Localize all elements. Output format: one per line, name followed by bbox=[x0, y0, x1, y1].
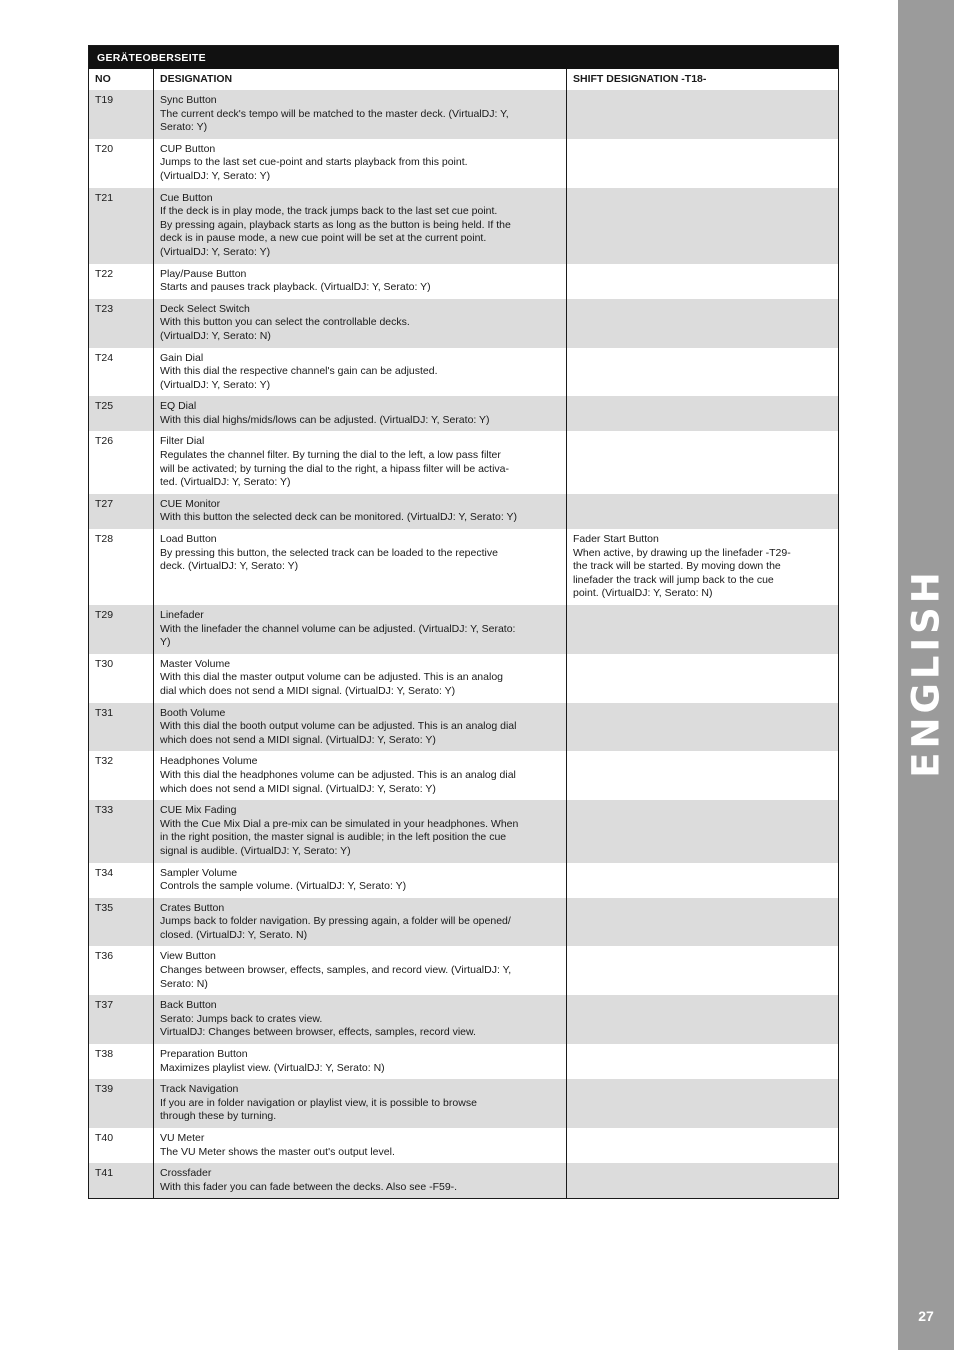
table-row bbox=[89, 299, 838, 348]
row-shift-designation bbox=[567, 139, 838, 188]
row-number: T29 bbox=[89, 605, 154, 654]
row-shift-designation bbox=[567, 898, 838, 947]
designation-title: EQ Dial bbox=[160, 400, 197, 413]
designation-text: deck is in pause mode, a new cue point will be set at the current point. bbox=[160, 232, 487, 245]
row-shift-designation bbox=[567, 703, 838, 752]
designation-text: Y) bbox=[160, 636, 171, 649]
designation-text: through these by turning. bbox=[160, 1110, 277, 1123]
designation-text: Changes between browser, effects, samples, and record view. (VirtualDJ: Y, bbox=[160, 964, 512, 977]
designation-title: CUE Monitor bbox=[160, 497, 221, 510]
table-row bbox=[89, 396, 838, 431]
table-row bbox=[89, 800, 838, 862]
designation-text: By pressing this button, the selected track can be loaded to the repective bbox=[160, 546, 498, 559]
controls-table bbox=[88, 45, 839, 1199]
row-number: T35 bbox=[89, 898, 154, 947]
row-number: T21 bbox=[89, 188, 154, 264]
designation-text: With this dial the headphones volume can be adjusted. This is an analog dial bbox=[160, 768, 516, 781]
row-designation bbox=[154, 946, 567, 995]
designation-text: closed. (VirtualDJ: Y, Serato. N) bbox=[160, 928, 308, 941]
table-row bbox=[89, 264, 838, 299]
row-number: T20 bbox=[89, 139, 154, 188]
row-shift-designation bbox=[567, 800, 838, 862]
row-designation bbox=[154, 529, 567, 605]
designation-text: Regulates the channel filter. By turning the dial to the left, a low pass filter bbox=[160, 449, 501, 462]
designation-title: CUE Mix Fading bbox=[160, 804, 237, 817]
row-designation bbox=[154, 898, 567, 947]
row-shift-designation bbox=[567, 751, 838, 800]
designation-text: With this dial highs/mids/lows can be adjusted. (VirtualDJ: Y, Serato: Y) bbox=[160, 413, 490, 426]
row-shift-designation bbox=[567, 494, 838, 529]
designation-title: View Button bbox=[160, 950, 216, 963]
designation-text: If you are in folder navigation or playlist view, it is possible to browse bbox=[160, 1096, 477, 1109]
designation-text: ted. (VirtualDJ: Y, Serato: Y) bbox=[160, 476, 291, 489]
row-shift-designation bbox=[567, 1128, 838, 1163]
designation-title: Load Button bbox=[160, 533, 217, 546]
row-designation bbox=[154, 800, 567, 862]
table-row bbox=[89, 90, 838, 139]
row-number: T25 bbox=[89, 396, 154, 431]
language-label: ENGLISH bbox=[904, 568, 948, 778]
designation-title: Track Navigation bbox=[160, 1083, 239, 1096]
designation-text: (VirtualDJ: Y, Serato: Y) bbox=[160, 378, 271, 391]
designation-text: Serato: Jumps back to crates view. bbox=[160, 1012, 323, 1025]
designation-title: Crates Button bbox=[160, 901, 225, 914]
table-row bbox=[89, 431, 838, 493]
designation-text: deck. (VirtualDJ: Y, Serato: Y) bbox=[160, 560, 299, 573]
row-shift-designation bbox=[567, 995, 838, 1044]
designation-text: which does not send a MIDI signal. (VirtualDJ: Y, Serato: Y) bbox=[160, 733, 436, 746]
row-number: T32 bbox=[89, 751, 154, 800]
designation-title: Headphones Volume bbox=[160, 755, 258, 768]
table-row bbox=[89, 1128, 838, 1163]
table-row bbox=[89, 703, 838, 752]
table-header-row bbox=[89, 69, 838, 90]
table-row bbox=[89, 605, 838, 654]
table-row bbox=[89, 529, 838, 605]
row-number: T30 bbox=[89, 654, 154, 703]
row-designation bbox=[154, 264, 567, 299]
row-designation bbox=[154, 751, 567, 800]
row-designation bbox=[154, 348, 567, 397]
designation-title: Linefader bbox=[160, 609, 204, 621]
row-number: T22 bbox=[89, 264, 154, 299]
table-row bbox=[89, 188, 838, 264]
row-number: T36 bbox=[89, 946, 154, 995]
header-shift-designation: SHIFT DESIGNATION -T18- bbox=[573, 73, 707, 85]
designation-text: will be activated; by turning the dial to the right, a hipass filter will be activa- bbox=[160, 462, 510, 475]
designation-title: Sync Button bbox=[160, 94, 217, 106]
table-row bbox=[89, 863, 838, 898]
table-row bbox=[89, 995, 838, 1044]
designation-title: VU Meter bbox=[160, 1132, 205, 1144]
designation-text: With this fader you can fade between the decks. Also see -F59-. bbox=[160, 1180, 458, 1193]
row-designation bbox=[154, 1044, 567, 1079]
row-designation bbox=[154, 654, 567, 703]
row-designation bbox=[154, 431, 567, 493]
designation-text: in the right position, the master signal is audible; in the left position the cue bbox=[160, 831, 507, 844]
row-designation bbox=[154, 299, 567, 348]
table-row bbox=[89, 751, 838, 800]
row-number: T31 bbox=[89, 703, 154, 752]
designation-text: (VirtualDJ: Y, Serato: Y) bbox=[160, 169, 271, 182]
row-number: T41 bbox=[89, 1163, 154, 1198]
designation-text: Jumps back to folder navigation. By pressing again, a folder will be opened/ bbox=[160, 915, 511, 928]
shift-text: the track will be started. By moving down the bbox=[573, 560, 781, 573]
shift-text: When active, by drawing up the linefader -T29- bbox=[573, 546, 791, 559]
row-shift-designation bbox=[567, 90, 838, 139]
row-shift-designation bbox=[567, 529, 838, 605]
table-row bbox=[89, 946, 838, 995]
row-designation bbox=[154, 1128, 567, 1163]
designation-text: With the linefader the channel volume can be adjusted. (VirtualDJ: Y, Serato: bbox=[160, 622, 516, 635]
row-designation bbox=[154, 1163, 567, 1198]
table-row bbox=[89, 139, 838, 188]
designation-title: CUP Button bbox=[160, 142, 216, 155]
table-body bbox=[89, 90, 838, 1198]
row-shift-designation bbox=[567, 863, 838, 898]
designation-text: With the Cue Mix Dial a pre-mix can be simulated in your headphones. When bbox=[160, 817, 519, 830]
table-row bbox=[89, 1079, 838, 1128]
row-designation bbox=[154, 995, 567, 1044]
row-number: T39 bbox=[89, 1079, 154, 1128]
row-number: T38 bbox=[89, 1044, 154, 1079]
header-designation: DESIGNATION bbox=[154, 69, 567, 90]
designation-text: By pressing again, playback starts as long as the button is being held. If the bbox=[160, 218, 511, 231]
designation-text: With this dial the master output volume can be adjusted. This is an analog bbox=[160, 671, 503, 684]
table-row bbox=[89, 654, 838, 703]
designation-title: Preparation Button bbox=[160, 1048, 248, 1061]
designation-text: Starts and pauses track playback. (VirtualDJ: Y, Serato: Y) bbox=[160, 281, 431, 294]
designation-text: The VU Meter shows the master out's output level. bbox=[160, 1145, 395, 1158]
designation-title: Play/Pause Button bbox=[160, 267, 247, 280]
designation-text: Jumps to the last set cue-point and starts playback from this point. bbox=[160, 156, 468, 169]
designation-text: (VirtualDJ: Y, Serato: N) bbox=[160, 329, 271, 342]
designation-text: With this button you can select the controllable decks. bbox=[160, 316, 410, 329]
row-number: T28 bbox=[89, 529, 154, 605]
row-shift-designation bbox=[567, 1079, 838, 1128]
row-designation bbox=[154, 863, 567, 898]
designation-title: Cue Button bbox=[160, 191, 213, 204]
designation-title: Master Volume bbox=[160, 657, 231, 670]
designation-text: Maximizes playlist view. (VirtualDJ: Y, Serato: N) bbox=[160, 1061, 385, 1074]
designation-text: Serato: N) bbox=[160, 977, 208, 990]
designation-title: Booth Volume bbox=[160, 706, 226, 719]
row-designation bbox=[154, 188, 567, 264]
table-row bbox=[89, 348, 838, 397]
designation-title: Back Button bbox=[160, 999, 217, 1012]
table-row bbox=[89, 1044, 838, 1079]
designation-text: With this dial the booth output volume can be adjusted. This is an analog dial bbox=[160, 720, 517, 733]
row-shift-designation bbox=[567, 188, 838, 264]
row-designation bbox=[154, 396, 567, 431]
row-shift-designation bbox=[567, 1163, 838, 1198]
row-number: T19 bbox=[89, 90, 154, 139]
designation-text: If the deck is in play mode, the track jumps back to the last set cue point. bbox=[160, 205, 498, 218]
row-shift-designation bbox=[567, 396, 838, 431]
row-shift-designation bbox=[567, 654, 838, 703]
designation-text: Controls the sample volume. (VirtualDJ: Y, Serato: Y) bbox=[160, 880, 407, 893]
designation-text: Serato: Y) bbox=[160, 121, 208, 134]
designation-title: Gain Dial bbox=[160, 351, 204, 364]
designation-title: Deck Select Switch bbox=[160, 302, 250, 315]
language-sidebar bbox=[898, 0, 954, 1350]
header-no: NO bbox=[89, 69, 154, 90]
shift-title: Fader Start Button bbox=[573, 533, 659, 546]
row-designation bbox=[154, 605, 567, 654]
row-shift-designation bbox=[567, 348, 838, 397]
row-designation bbox=[154, 90, 567, 139]
row-number: T37 bbox=[89, 995, 154, 1044]
row-number: T27 bbox=[89, 494, 154, 529]
row-number: T34 bbox=[89, 863, 154, 898]
page-number: 27 bbox=[918, 1308, 934, 1324]
row-designation bbox=[154, 1079, 567, 1128]
table-row bbox=[89, 1163, 838, 1198]
row-designation bbox=[154, 494, 567, 529]
designation-text: The current deck's tempo will be matched to the master deck. (VirtualDJ: Y, bbox=[160, 107, 509, 120]
designation-text: which does not send a MIDI signal. (VirtualDJ: Y, Serato: Y) bbox=[160, 782, 436, 795]
row-shift-designation bbox=[567, 264, 838, 299]
row-number: T23 bbox=[89, 299, 154, 348]
row-number: T24 bbox=[89, 348, 154, 397]
row-shift-designation bbox=[567, 431, 838, 493]
row-number: T33 bbox=[89, 800, 154, 862]
shift-text: linefader the track will jump back to the cue bbox=[573, 573, 774, 586]
designation-text: (VirtualDJ: Y, Serato: Y) bbox=[160, 245, 271, 258]
designation-title: Crossfader bbox=[160, 1167, 212, 1180]
designation-text: With this button the selected deck can be monitored. (VirtualDJ: Y, Serato: Y) bbox=[160, 511, 517, 524]
designation-title: Sampler Volume bbox=[160, 866, 238, 879]
designation-text: signal is audible. (VirtualDJ: Y, Serato: Y) bbox=[160, 844, 351, 857]
row-shift-designation bbox=[567, 299, 838, 348]
row-shift-designation bbox=[567, 1044, 838, 1079]
row-designation bbox=[154, 703, 567, 752]
row-number: T26 bbox=[89, 431, 154, 493]
row-shift-designation bbox=[567, 605, 838, 654]
table-title: GERÄTEOBERSEITE bbox=[89, 46, 838, 69]
row-shift-designation bbox=[567, 946, 838, 995]
row-designation bbox=[154, 139, 567, 188]
designation-text: VirtualDJ: Changes between browser, effects, samples, record view. bbox=[160, 1026, 476, 1039]
table-row bbox=[89, 898, 838, 947]
shift-text: point. (VirtualDJ: Y, Serato: N) bbox=[573, 587, 713, 600]
designation-text: dial which does not send a MIDI signal. (VirtualDJ: Y, Serato: Y) bbox=[160, 684, 456, 697]
designation-text: With this dial the respective channel's gain can be adjusted. bbox=[160, 365, 438, 378]
row-number: T40 bbox=[89, 1128, 154, 1163]
designation-title: Filter Dial bbox=[160, 435, 205, 448]
table-row bbox=[89, 494, 838, 529]
